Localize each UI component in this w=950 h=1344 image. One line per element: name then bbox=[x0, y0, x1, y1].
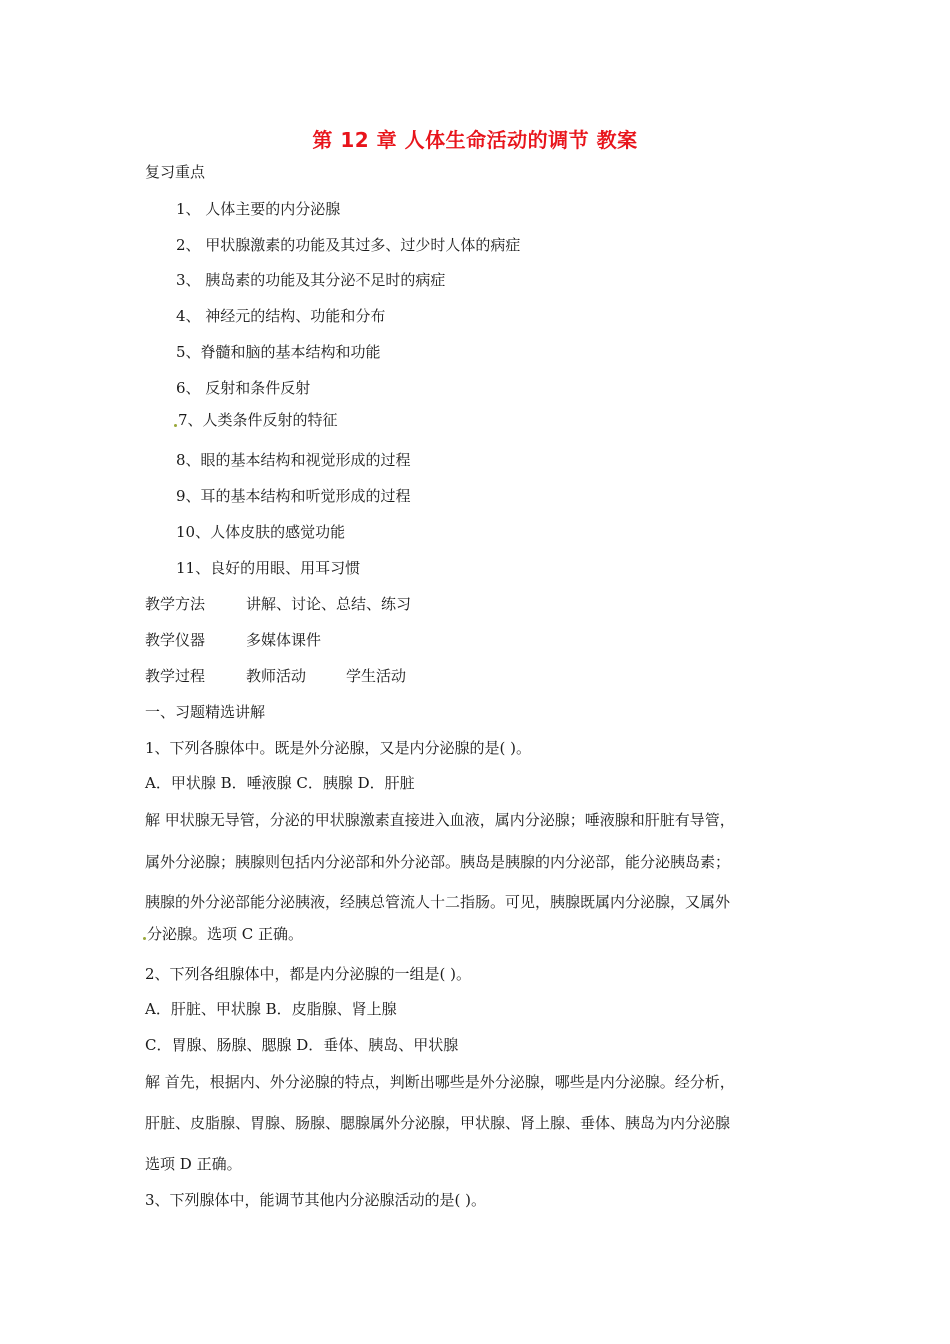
review-point: 7、人类条件反射的特征 bbox=[178, 411, 338, 429]
review-point: 4、 神经元的结构、功能和分布 bbox=[176, 307, 386, 325]
answer-line: 属外分泌腺；胰腺则包括内分泌部和外分泌部。胰岛是胰腺的内分泌部，能分泌胰岛素； bbox=[145, 853, 731, 871]
review-point: 1、 人体主要的内分泌腺 bbox=[176, 200, 341, 218]
question-1-options: A．甲状腺 B．唾液腺 C．胰腺 D．肝脏 bbox=[145, 774, 415, 792]
speck-mark bbox=[143, 937, 146, 940]
review-point: 5、脊髓和脑的基本结构和功能 bbox=[176, 343, 381, 361]
process-student: 学生活动 bbox=[346, 667, 407, 685]
question-2: 2、下列各组腺体中，都是内分泌腺的一组是( )。 bbox=[145, 965, 472, 983]
review-heading: 复习重点 bbox=[145, 163, 206, 181]
review-point: 3、 胰岛素的功能及其分泌不足时的病症 bbox=[176, 271, 446, 289]
review-point: 11、良好的用眼、用耳习惯 bbox=[176, 559, 361, 577]
review-point: 10、人体皮肤的感觉功能 bbox=[176, 523, 346, 541]
review-point: 6、 反射和条件反射 bbox=[176, 379, 311, 397]
section-heading: 一、习题精选讲解 bbox=[145, 703, 266, 721]
answer-line: 选项 D 正确。 bbox=[145, 1155, 242, 1173]
answer-line: 解 甲状腺无导管，分泌的甲状腺激素直接进入血液，属内分泌腺；唾液腺和肝脏有导管， bbox=[145, 811, 735, 829]
question-2-options: C．胃腺、肠腺、腮腺 D．垂体、胰岛、甲状腺 bbox=[145, 1036, 459, 1054]
answer-line: 胰腺的外分泌部能分泌胰液，经胰总管流人十二指肠。可见，胰腺既属内分泌腺，又属外 bbox=[145, 893, 731, 911]
review-point: 8、眼的基本结构和视觉形成的过程 bbox=[176, 451, 411, 469]
question-1: 1、下列各腺体中。既是外分泌腺，又是内分泌腺的是( )。 bbox=[145, 739, 532, 757]
question-3: 3、下列腺体中，能调节其他内分泌腺活动的是( )。 bbox=[145, 1191, 487, 1209]
answer-line: 肝脏、皮脂腺、胃腺、肠腺、腮腺属外分泌腺，甲状腺、肾上腺、垂体、胰岛为内分泌腺 bbox=[145, 1114, 731, 1132]
process-label: 教学过程 bbox=[145, 667, 206, 685]
equipment-value: 多媒体课件 bbox=[246, 631, 322, 649]
review-point: 9、耳的基本结构和听觉形成的过程 bbox=[176, 487, 411, 505]
answer-line: 分泌腺。选项 C 正确。 bbox=[147, 925, 304, 943]
method-label: 教学方法 bbox=[145, 595, 206, 613]
answer-line: 解 首先，根据内、外分泌腺的特点，判断出哪些是外分泌腺，哪些是内分泌腺。经分析， bbox=[145, 1073, 735, 1091]
review-point: 2、 甲状腺激素的功能及其过多、过少时人体的病症 bbox=[176, 236, 521, 254]
page-title: 第 12 章 人体生命活动的调节 教案 bbox=[312, 128, 638, 152]
method-value: 讲解、讨论、总结、练习 bbox=[246, 595, 412, 613]
speck-mark bbox=[174, 424, 177, 427]
question-2-options: A．肝脏、甲状腺 B．皮脂腺、肾上腺 bbox=[145, 1000, 397, 1018]
process-teacher: 教师活动 bbox=[246, 667, 307, 685]
equipment-label: 教学仪器 bbox=[145, 631, 206, 649]
